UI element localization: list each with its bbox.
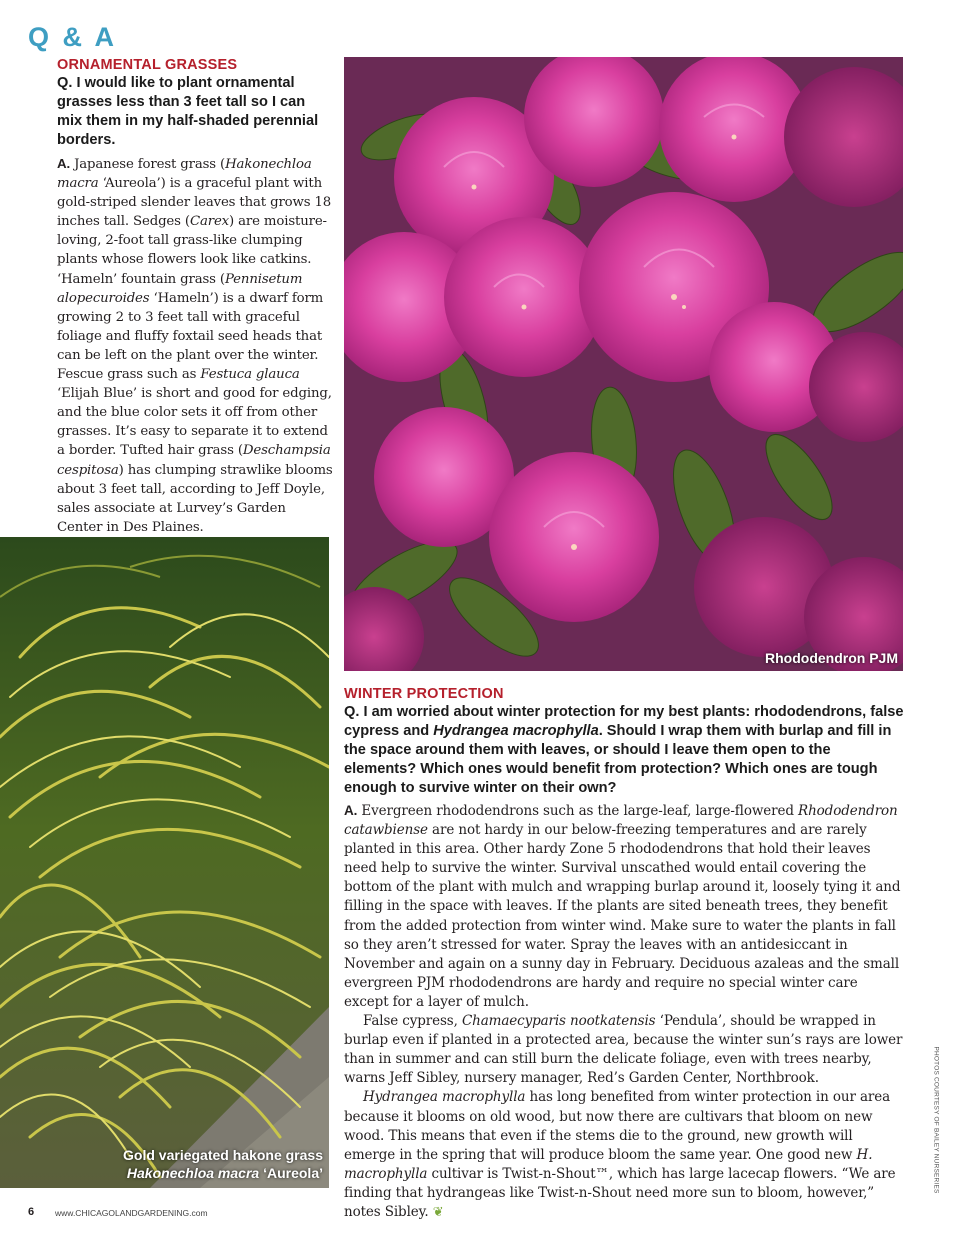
caption-common-name: Gold variegated hakone grass bbox=[123, 1147, 323, 1163]
leaf-end-icon: ❦ bbox=[432, 1204, 444, 1220]
answer-paragraph: A. Evergreen rhododendrons such as the large-leaf, large-flowered Rhododendron catawbiense are not hardy in our below-freezing temperatures and are rarely planted in this area. Other hardy Zone 5 rhododendrons that hold their leaves need help to survive the winter. Survival unscathed would entail covering the bottom of the plant with mulch and wrapping burlap around it, loosely tying it and filling in the space with leaves. If the plants are sited beneath trees, they benefit from the added protection from winter wind. Make sure to water the plants in fall so they aren’t stressed for water. Spray the leaves with an antidesiccant in November and again on a sunny day in February. Deciduous azaleas and the small evergreen PJM rhododendrons are hardy and require no special winter care except for a layer of mulch. bbox=[344, 803, 901, 1010]
section-label: Q & A bbox=[28, 22, 117, 52]
hakone-grass-photo bbox=[0, 537, 329, 1188]
qa-heading: ORNAMENTAL GRASSES bbox=[57, 57, 238, 73]
qa-winter-protection bbox=[344, 686, 904, 1222]
qa-heading: WINTER PROTECTION bbox=[344, 686, 504, 702]
answer-paragraph: False cypress, Chamaecyparis nootkatensis ‘Pendula’, should be wrapped in burlap even if planted in a protected area, because the winter sun’s rays are lower than in summer and can still burn the delicate foliage, even with trees nearby, warns Jeff Sibley, nursery manager, Red’s Garden Center, Northbrook. bbox=[344, 1013, 903, 1087]
question-text: Q. I am worried about winter protection for my best plants: rhododendrons, false cypress and Hydrangea macrophylla. Should I wrap them with burlap and fill in the space around them with leaves, or should I leave them open to the elements? Which ones would benefit from protection? Which ones are tough enough to survive winter on their own? bbox=[344, 704, 904, 796]
page-number: 6 bbox=[28, 1206, 35, 1218]
answer-lead: A. bbox=[57, 156, 70, 171]
qa-ornamental-grasses bbox=[57, 57, 333, 537]
answer-text: A. Japanese forest grass (Hakonechloa macra ‘Aureola’) is a graceful plant with gold-striped slender leaves that grows 18 inches tall. Sedges (Carex) are moisture-loving, 2-foot tall grass-like clumping plants whose flowers look like catkins. ‘Hameln’ fountain grass (Pennisetum alopecuroides ‘Hameln’) is a dwarf form growing 2 to 3 feet tall with graceful foliage and fluffy foxtail seed heads that can be left on the plant over the winter. Fescue grass such as Festuca glauca ‘Elijah Blue’ is short and good for edging, and the blue color sets it off from other grasses. It’s easy to separate it to extend a border. Tufted hair grass (Deschampsia cespitosa) has clumping strawlike blooms about 3 feet tall, according to Jeff Doyle, sales associate at Lurvey’s Garden Center in Des Plaines. bbox=[57, 156, 333, 535]
photo-credit: PHOTOS COURTESY OF BAILEY NURSERIES bbox=[932, 1046, 940, 1194]
answer-lead: A. bbox=[344, 803, 358, 818]
question-text: Q. I would like to plant ornamental grasses less than 3 feet tall so I can mix them in my half-shaded perennial borders. bbox=[57, 75, 319, 148]
rhododendron-photo bbox=[344, 57, 903, 671]
rhododendron-caption: Rhododendron PJM bbox=[765, 650, 898, 666]
caption-scientific-name: Hakonechloa macra ‘Aureola’ bbox=[126, 1165, 323, 1181]
answer-paragraph: Hydrangea macrophylla has long benefited from winter protection in our area because it blooms on old wood, but now there are cultivars that bloom on new wood. This means that even if the stems die to the ground, new growth will emerge in the spring that will produce bloom the same year. One good new H. macrophylla cultivar is Twist-n-Shout™, which has large lacecap flowers. “We are finding that hydrangeas like Twist-n-Shout need more sun to bloom, however,” notes Sibley. ❦ bbox=[344, 1089, 896, 1220]
footer-url[interactable]: www.CHICAGOLANDGARDENING.com bbox=[55, 1208, 208, 1218]
hakone-grass-caption bbox=[123, 1146, 323, 1182]
